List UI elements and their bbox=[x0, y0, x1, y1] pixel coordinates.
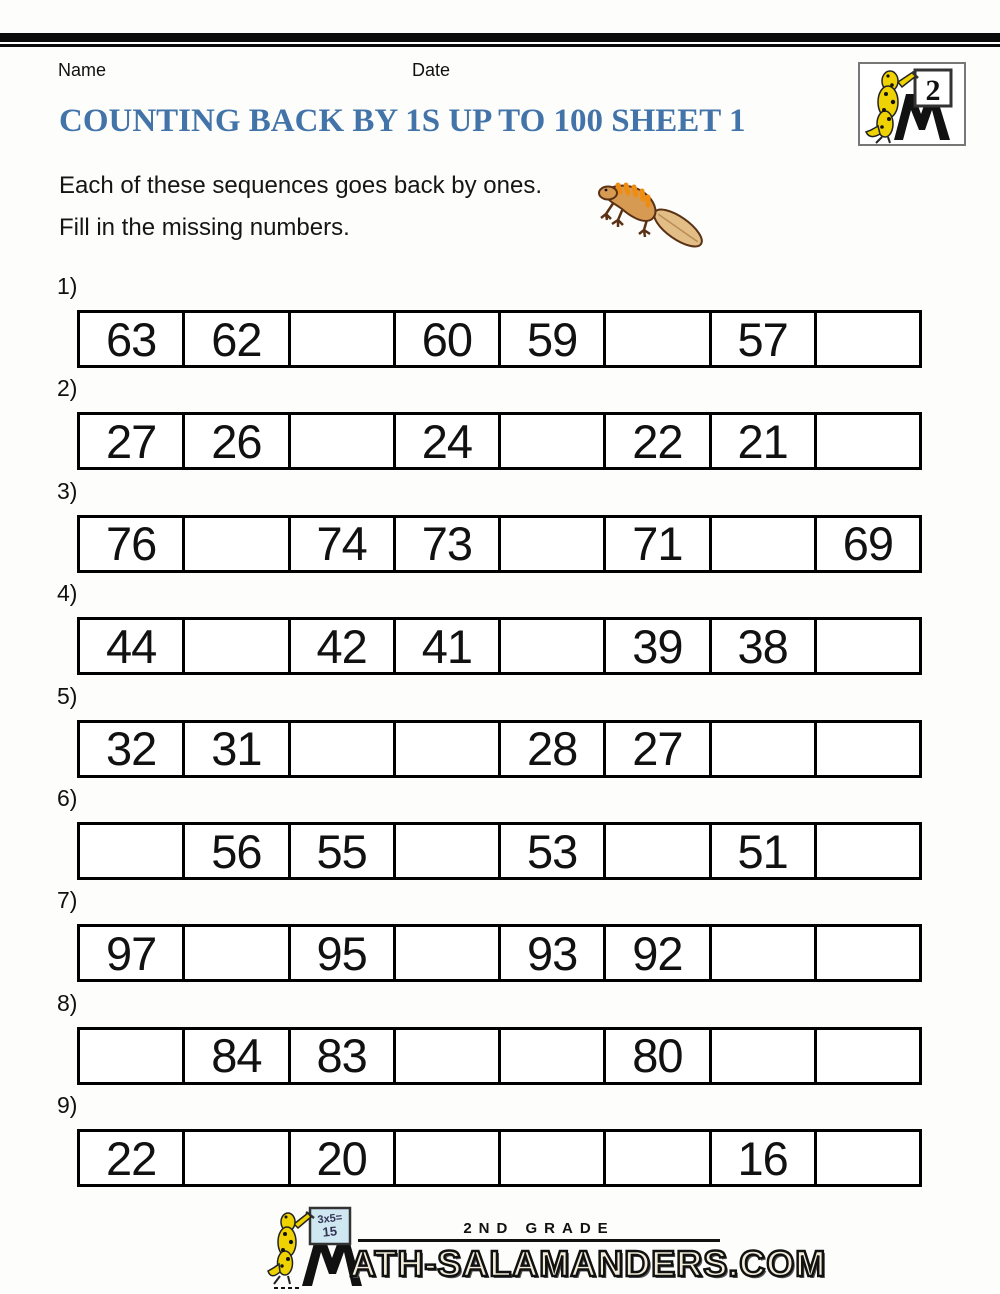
date-label: Date bbox=[412, 60, 451, 80]
sequence-table bbox=[77, 412, 922, 470]
sequence-cell bbox=[817, 620, 919, 672]
sequence-cell: 76 bbox=[80, 518, 185, 570]
grade-number: 2 bbox=[925, 74, 941, 107]
sequence-cell bbox=[185, 620, 290, 672]
instruction-line-2: Fill in the missing numbers. bbox=[59, 214, 350, 241]
sequence-cell: 22 bbox=[606, 415, 711, 467]
sequence-cell: 21 bbox=[712, 415, 817, 467]
sequence-cell: 31 bbox=[185, 723, 290, 775]
sequence-cell: 27 bbox=[606, 723, 711, 775]
sequence-cell bbox=[817, 415, 919, 467]
footer-site-text: ATH-SALAMANDERS.COM bbox=[350, 1243, 827, 1284]
sequence-table bbox=[77, 1129, 922, 1187]
sequence-cell bbox=[396, 825, 501, 877]
sequence-cell: 42 bbox=[291, 620, 396, 672]
sequence-cell: 55 bbox=[291, 825, 396, 877]
sequence-cell: 93 bbox=[501, 927, 606, 979]
sequence-cell: 92 bbox=[606, 927, 711, 979]
question-label: 9) bbox=[57, 1092, 78, 1119]
sequence-cell bbox=[817, 1132, 919, 1184]
sequence-cell: 74 bbox=[291, 518, 396, 570]
sequence-cell: 62 bbox=[185, 313, 290, 365]
sequence-cell: 24 bbox=[396, 415, 501, 467]
sequence-cell bbox=[712, 1030, 817, 1082]
sequence-cell: 27 bbox=[80, 415, 185, 467]
sequence-cell bbox=[817, 723, 919, 775]
page-title: COUNTING BACK BY 1S UP TO 100 SHEET 1 bbox=[59, 103, 746, 139]
question-label: 4) bbox=[57, 580, 78, 607]
sequence-cell bbox=[501, 518, 606, 570]
sequence-cell bbox=[606, 313, 711, 365]
sequence-cell: 57 bbox=[712, 313, 817, 365]
sequence-cell bbox=[396, 927, 501, 979]
sequence-cell bbox=[396, 723, 501, 775]
sequence-cell: 39 bbox=[606, 620, 711, 672]
sequence-cell bbox=[501, 415, 606, 467]
question-label: 1) bbox=[57, 273, 78, 299]
sequence-cell: 56 bbox=[185, 825, 290, 877]
sequence-cell bbox=[712, 723, 817, 775]
sequence-table bbox=[77, 720, 922, 778]
sequence-cell: 83 bbox=[291, 1030, 396, 1082]
sequence-cell bbox=[396, 1030, 501, 1082]
sequence-cell bbox=[291, 415, 396, 467]
sequence-cell bbox=[80, 825, 185, 877]
sequence-cell bbox=[80, 1030, 185, 1082]
sequence-cell: 53 bbox=[501, 825, 606, 877]
footer-salamander-easel-icon bbox=[266, 1200, 362, 1292]
sequence-cell: 59 bbox=[501, 313, 606, 365]
salamander-logo-icon bbox=[860, 64, 964, 144]
sequence-cell: 32 bbox=[80, 723, 185, 775]
sequence-cell bbox=[501, 1030, 606, 1082]
newt-icon bbox=[598, 172, 713, 254]
sequence-cell bbox=[291, 313, 396, 365]
sequence-cell bbox=[606, 825, 711, 877]
sequence-cell bbox=[817, 1030, 919, 1082]
sequence-cell bbox=[396, 1132, 501, 1184]
sequence-cell bbox=[185, 927, 290, 979]
sequence-cell: 60 bbox=[396, 313, 501, 365]
sequence-cell: 41 bbox=[396, 620, 501, 672]
sequence-cell: 80 bbox=[606, 1030, 711, 1082]
sequence-cell: 69 bbox=[842, 517, 894, 571]
sequence-table bbox=[77, 1027, 922, 1085]
sequence-table bbox=[77, 617, 922, 675]
footer-salamander-icon bbox=[268, 1213, 311, 1284]
sequence-cell bbox=[817, 313, 919, 365]
sequence-cell: 38 bbox=[712, 620, 817, 672]
grade-badge bbox=[858, 62, 966, 146]
top-divider-rule bbox=[0, 33, 1000, 47]
sequence-cell: 26 bbox=[185, 415, 290, 467]
sequence-cell: 20 bbox=[291, 1132, 396, 1184]
sequence-cell: 51 bbox=[712, 825, 817, 877]
question-label: 6) bbox=[57, 785, 78, 811]
sequence-cell bbox=[501, 1132, 606, 1184]
question-label: 3) bbox=[57, 477, 78, 504]
sequence-cell: 16 bbox=[712, 1132, 817, 1184]
sequence-cell bbox=[606, 1132, 711, 1184]
easel-card-answer: 15 bbox=[321, 1223, 338, 1240]
sequence-cell bbox=[185, 1132, 290, 1184]
sequence-cell: 73 bbox=[396, 518, 501, 570]
sequence-cell: 95 bbox=[291, 927, 396, 979]
sequence-cell bbox=[712, 518, 817, 570]
sequence-cell: 71 bbox=[606, 518, 711, 570]
easel-card-equation: 3x5= bbox=[316, 1211, 343, 1227]
sequence-cell: 97 bbox=[80, 927, 185, 979]
sequence-table bbox=[77, 822, 922, 880]
sequence-cell: 84 bbox=[185, 1030, 290, 1082]
sequence-table bbox=[77, 515, 922, 573]
question-label: 5) bbox=[57, 682, 78, 709]
instruction-line-1: Each of these sequences goes back by ones. bbox=[59, 172, 542, 199]
sequence-cell: 22 bbox=[80, 1132, 185, 1184]
footer-grade-text: 2ND GRADE bbox=[463, 1220, 615, 1237]
footer-divider-line bbox=[358, 1239, 720, 1242]
sequence-table bbox=[77, 924, 922, 982]
sequence-cell bbox=[291, 723, 396, 775]
sequence-cell: 44 bbox=[80, 620, 185, 672]
sequence-cell bbox=[185, 518, 290, 570]
sequence-cell: 28 bbox=[501, 723, 606, 775]
question-label: 7) bbox=[57, 887, 78, 914]
sequence-cell bbox=[501, 620, 606, 672]
sequence-table bbox=[77, 310, 922, 368]
name-label: Name bbox=[58, 60, 107, 80]
question-label: 8) bbox=[57, 989, 78, 1016]
question-label: 2) bbox=[57, 375, 78, 402]
sequence-cell bbox=[712, 927, 817, 979]
sequence-cell bbox=[817, 927, 919, 979]
sequence-cell bbox=[817, 825, 919, 877]
sequence-cell: 63 bbox=[80, 313, 185, 365]
